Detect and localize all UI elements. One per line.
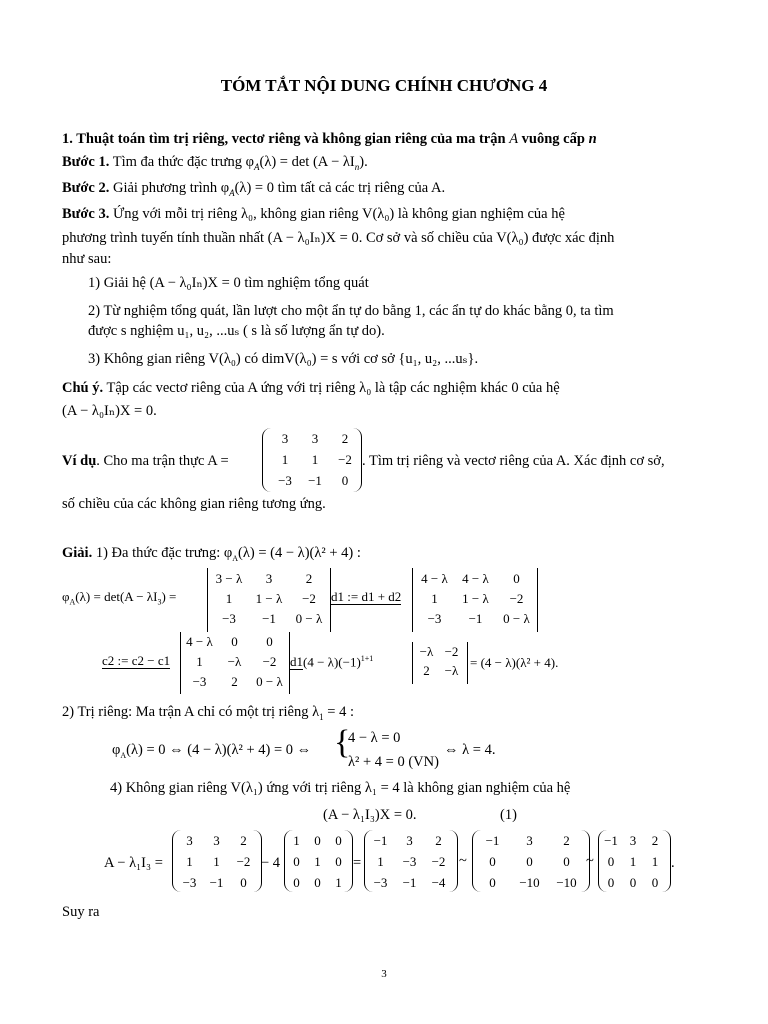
det-matrix-b-cell: 0 − λ	[503, 611, 530, 626]
matrix-m1-cell: 3	[213, 833, 220, 848]
matrix-m3-cell: 2	[435, 833, 442, 848]
matrix-m3-cell: 1	[377, 854, 384, 869]
matrix-m4-cell: 0	[526, 854, 533, 869]
example-matrix-cell: 1	[281, 452, 289, 467]
section-heading-matrix: A	[509, 131, 519, 147]
step-1-formula: (λ) = det (A − λI	[259, 154, 355, 170]
part-2-text: 2) Trị riêng: Ma trận A chỉ có một trị riêng λ	[62, 704, 320, 720]
note-line-1	[62, 380, 560, 397]
matrix-m4-cell: 0	[489, 875, 496, 890]
matrix-m1-cell: 2	[240, 833, 247, 848]
det-matrix-a-cell: −2	[302, 591, 316, 606]
note-line-2: (A − λ₀Iₙ)X = 0.	[62, 403, 157, 419]
det-result: = (4 − λ)(λ² + 4).	[470, 655, 559, 670]
op-row-add	[331, 590, 401, 605]
matrix-end-period: .	[671, 855, 675, 871]
matrix-m4-cell: 2	[563, 833, 570, 848]
step-1-text: Tìm đa thức đặc trưng φ	[112, 154, 254, 170]
matrix-m3-cell: −3	[373, 875, 388, 890]
example-text-2: . Tìm trị riêng và vectơ riêng của A. Xác định cơ sở,	[362, 453, 665, 469]
matrix-m5-cell: 0	[607, 875, 615, 890]
example-matrix-cell: −3	[278, 473, 292, 488]
note-text: Tập các vectơ riêng của A ứng với trị riêng λ₀ là tập các nghiệm khác 0 của hệ	[106, 380, 560, 396]
op-row-add-text: d1 := d1 + d2	[331, 589, 402, 604]
matrix-m1-cell: 0	[240, 875, 247, 890]
matrix-m3-cell: −2	[431, 854, 446, 869]
example-label: Ví dụ	[62, 453, 97, 469]
det-matrix-a-cell: 1	[225, 591, 233, 606]
matrix-m4-cell: −1	[485, 833, 500, 848]
op-expand-expr: (4 − λ)(−1)	[303, 654, 361, 670]
note-label: Chú ý.	[62, 380, 104, 396]
page-number: 3	[381, 968, 387, 980]
det-lhs-phi: φ	[62, 589, 70, 604]
section-heading-mid: vuông cấp	[521, 131, 585, 147]
system-eq-1: 4 − λ = 0	[348, 730, 401, 746]
step-1-end: ).	[359, 154, 368, 170]
example-line-1	[62, 453, 229, 470]
matrix-m4-cell: 0	[563, 854, 570, 869]
op-col-sub	[102, 654, 170, 669]
matrix-m3-cell: −1	[373, 833, 388, 848]
example-text-1: . Cho ma trận thực A =	[96, 453, 229, 469]
part-2-eq-mid: (λ) = 0 ⇔ (4 − λ)(λ² + 4) = 0 ⇔	[126, 742, 312, 758]
matrix-m1-cell: 3	[186, 833, 193, 848]
step-2-label: Bước 2.	[62, 180, 110, 196]
det-lhs-text: (λ) = det(A − λI	[75, 589, 158, 604]
det-matrix-c-cell: 2	[231, 674, 238, 689]
step-2-formula: (λ) = 0	[234, 180, 274, 196]
det-matrix-b-cell: 1	[431, 591, 438, 606]
matrix-m5-cell: −1	[604, 833, 618, 848]
part-4-eq: (A − λ₁I₃)X = 0.	[323, 807, 417, 823]
op-expand-exp: 1+1	[360, 654, 374, 663]
det-matrix-a-cell: −3	[222, 611, 236, 626]
step-1: Bước 1. Tìm đa thức đặc trưng $\varphi_A(\lambda) = \det (A - \lambda I_n)$.	[62, 154, 368, 172]
det-matrix-a-cell: 3 − λ	[215, 571, 243, 586]
det-matrix-c-cell: 0 − λ	[256, 674, 283, 689]
det-lhs: $\varphi_A(\lambda) = \det(A - \lambda I_3)$ =	[62, 589, 177, 607]
matrix-identity-cell: 0	[335, 833, 342, 848]
part-2-eq: $\varphi_A(\lambda) = 0$ ⇔ (4 − λ)(λ² + 4) = 0 ⇔	[112, 742, 312, 760]
matrix-m4-cell: 3	[526, 833, 533, 848]
solution-label: Giải.	[62, 545, 93, 561]
example-matrix-cell: 3	[311, 431, 319, 446]
matrix-m5-cell: 0	[651, 875, 659, 890]
matrix-identity-cell: 1	[335, 875, 342, 890]
step-3-line-3: như sau:	[62, 251, 112, 267]
part-2: 2) Trị riêng: Ma trận A chỉ có một trị riêng $\lambda_1 = 4$ :	[62, 704, 354, 722]
minus-four: − 4	[261, 855, 281, 871]
matrix-identity-cell: 1	[293, 833, 300, 848]
matrix-identity-cell: 0	[335, 854, 342, 869]
det-matrix-b-cell: −2	[509, 591, 524, 606]
step-2-text: Giải phương trình φ	[112, 180, 230, 196]
det-matrix-b-cell: −1	[468, 611, 483, 626]
det-lhs-eq: ) =	[161, 589, 177, 604]
example-matrix-cell: 1	[311, 452, 319, 467]
system-brace: {	[334, 724, 351, 761]
det-matrix-b-cell: 0	[513, 571, 520, 586]
example-matrix-cell: 0	[341, 473, 349, 488]
matrix-m5-cell: 1	[651, 854, 659, 869]
part-4-text: 4) Không gian riêng V(λ₁) ứng với trị riêng λ₁ = 4 là không gian nghiệm của hệ	[110, 780, 571, 796]
det-matrix-b-cell: −3	[427, 611, 442, 626]
det-matrix-d-cell: −λ	[419, 644, 434, 659]
substep-2: 2) Từ nghiệm tổng quát, lần lượt cho một ẩn tự do bằng 1, các ẩn tự do khác bằng 0, ta tìm	[88, 303, 614, 319]
det-matrix-c-cell: 0	[231, 634, 238, 649]
matrix-m3-cell: −4	[431, 875, 446, 890]
sim-2: ~	[586, 853, 594, 869]
det-matrix-c-cell: −λ	[227, 654, 242, 669]
part-4-eq-num: (1)	[500, 807, 517, 823]
matrix-identity-cell: 0	[293, 875, 300, 890]
substep-1: 1) Giải hệ (A − λ₀Iₙ)X = 0 tìm nghiệm tổng quát	[88, 275, 369, 291]
section-heading-n: n	[588, 131, 597, 147]
matrix-m1-cell: 1	[213, 854, 220, 869]
matrix-m5-cell: 0	[629, 875, 637, 890]
example-line-2: số chiều của các không gian riêng tương ứng.	[62, 496, 326, 512]
matrix-m5-cell: 0	[607, 854, 615, 869]
det-matrix-a-cell: 3	[265, 571, 273, 586]
section-heading	[62, 131, 597, 148]
det-matrix-c-cell: 1	[196, 654, 203, 669]
matrix-m4-cell: −10	[556, 875, 577, 890]
det-matrix-b-cell: 4 − λ	[421, 571, 448, 586]
step-3-line-1-text: Ứng với mỗi trị riêng λ₀, không gian riêng V(λ₀) là không gian nghiệm của hệ	[112, 206, 565, 222]
step-2-rest: tìm tất cả các trị riêng của A.	[277, 180, 446, 196]
matrix-m5-cell: 2	[651, 833, 659, 848]
solution-part-1-formula: (λ) = (4 − λ)(λ² + 4) :	[238, 545, 361, 561]
det-matrix-a-cell: 2	[305, 571, 313, 586]
matrix-m4-cell: −10	[519, 875, 540, 890]
det-matrix-c-cell: 4 − λ	[186, 634, 213, 649]
matrix-m1-cell: −3	[182, 875, 197, 890]
det-matrix-c-cell: 0	[266, 634, 273, 649]
det-matrix-a-cell: −1	[262, 611, 276, 626]
example-matrix-cell: −1	[308, 473, 322, 488]
matrix-m3-cell: −3	[402, 854, 417, 869]
matrix-m4-cell: 0	[489, 854, 496, 869]
page-title: TÓM TẮT NỘI DUNG CHÍNH CHƯƠNG 4	[220, 76, 548, 95]
section-heading-text: 1. Thuật toán tìm trị riêng, vectơ riêng và không gian riêng của ma trận	[62, 131, 506, 147]
det-matrix-a-cell: 1 − λ	[255, 591, 283, 606]
matrix-identity-cell: 0	[293, 854, 300, 869]
det-matrix-b-cell: 4 − λ	[462, 571, 489, 586]
matrix-identity-cell: 1	[314, 854, 321, 869]
matrix-m3-cell: 3	[406, 833, 413, 848]
step-3-line-2: phương trình tuyến tính thuần nhất (A − λ₀Iₙ)X = 0. Cơ sở và số chiều của V(λ₀) được xác định	[62, 230, 615, 246]
det-matrix-b-cell: 1 − λ	[462, 591, 489, 606]
op-expand	[290, 654, 373, 670]
matrix-m1-cell: 1	[186, 854, 193, 869]
det-matrix-a-cell: 0 − λ	[295, 611, 323, 626]
substep-3: 3) Không gian riêng V(λ₀) có dimV(λ₀) = s với cơ sở {u₁, u₂, ...uₛ}.	[88, 351, 479, 367]
step-1-label: Bước 1.	[62, 154, 110, 170]
solution-part-1: Giải. 1) Đa thức đặc trưng: $\varphi_A(\lambda) = (4 - \lambda)(\lambda^2 + 4)$ :	[62, 545, 361, 563]
part-2-eq-phi: φ	[112, 742, 121, 758]
det-matrix-c-cell: −2	[262, 654, 277, 669]
step-3-label: Bước 3.	[62, 206, 110, 222]
det-matrix-c-cell: −3	[192, 674, 207, 689]
system-eq-2: λ² + 4 = 0 (VN)	[348, 754, 439, 770]
equals-sign: =	[353, 855, 362, 871]
solution-part-1-text: 1) Đa thức đặc trưng: φ	[95, 545, 233, 561]
step-3-line-1	[62, 206, 565, 223]
example-matrix-cell: 2	[341, 431, 349, 446]
step-2: Bước 2. Giải phương trình $\varphi_A(\lambda) = 0$ tìm tất cả các trị riêng của A.	[62, 180, 446, 198]
op-col-sub-text: c2 := c2 − c1	[102, 653, 171, 668]
part-4-lhs: A − λ₁I₃ =	[104, 855, 163, 871]
matrix-m1-cell: −2	[236, 854, 251, 869]
op-expand-label: d1	[290, 654, 303, 670]
matrix-identity-cell: 0	[314, 833, 321, 848]
part-2-end: = 4 :	[323, 704, 354, 720]
matrix-identity-cell: 0	[314, 875, 321, 890]
matrix-m5-cell: 1	[629, 854, 637, 869]
det-matrix-d-cell: 2	[423, 663, 430, 678]
sim-1: ~	[459, 853, 467, 869]
matrix-m5-cell: 3	[629, 833, 637, 848]
substep-2-cont: được s nghiệm u₁, u₂, ...uₛ ( s là số lượng ẩn tự do).	[88, 323, 385, 339]
det-matrix-d-cell: −2	[444, 644, 459, 659]
example-matrix-cell: 3	[281, 431, 289, 446]
part-2-eq-rhs: ⇔ λ = 4.	[444, 742, 496, 758]
matrix-m3-cell: −1	[402, 875, 417, 890]
det-matrix-d-cell: −λ	[444, 663, 459, 678]
suy-ra: Suy ra	[62, 904, 100, 920]
matrix-m1-cell: −1	[209, 875, 224, 890]
example-matrix-cell: −2	[338, 452, 352, 467]
